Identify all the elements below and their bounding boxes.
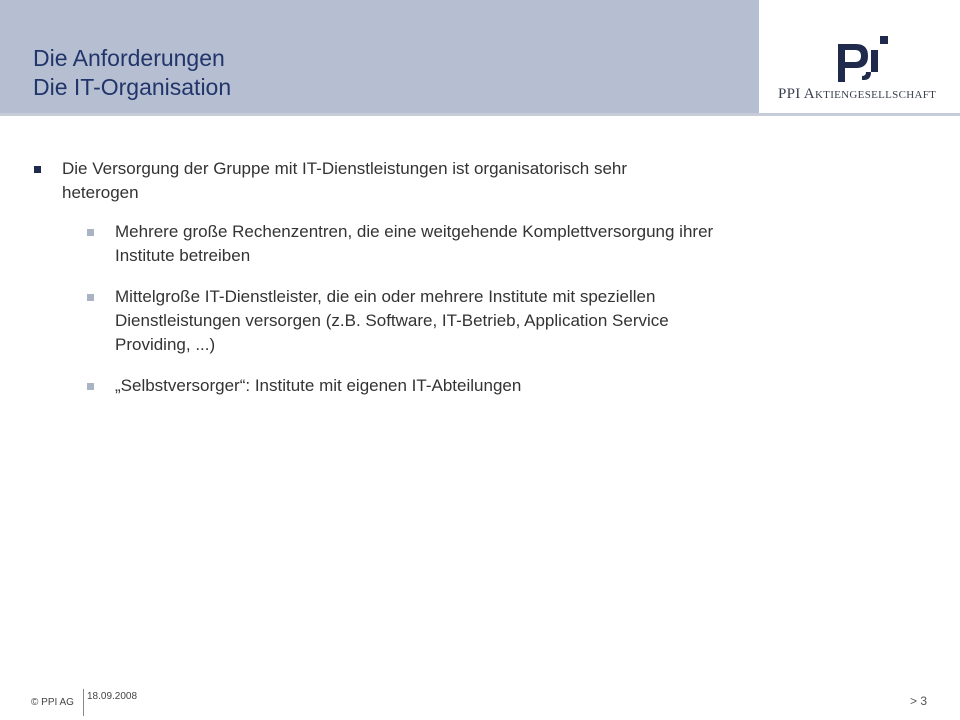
bullet-square-icon [34, 166, 41, 173]
title-line-1: Die Anforderungen [33, 45, 225, 71]
footer-divider [83, 689, 84, 716]
company-name: PPI AKTIENGESELLSCHAFT [778, 86, 937, 102]
title-line-2: Die IT-Organisation [33, 74, 232, 100]
sub-list-item: „Selbstversorger“: Institute mit eigenen IT-Abteilungen [115, 376, 522, 395]
list-item: Die Versorgung der Gruppe mit IT-Dienstleistungen ist organisatorisch sehr heterogen [62, 159, 628, 202]
sub-bullet-square-icon [87, 383, 94, 390]
footer-date: 18.09.2008 [87, 691, 138, 702]
sub-list-item: Mehrere große Rechenzentren, die eine weitgehende Komplettversorgung ihrer Institute betreiben [115, 222, 714, 265]
sub-bullet-square-icon [87, 229, 94, 236]
footer-copyright: © PPI AG [31, 697, 74, 708]
sub-list-item: Mittelgroße IT-Dienstleister, die ein oder mehrere Institute mit speziellen Dienstleistungen versorgen (z.B. Software, IT-Betrieb, Application Service Providing, ...) [115, 287, 669, 354]
page-number: > 3 [909, 694, 927, 708]
sub-bullet-square-icon [87, 294, 94, 301]
